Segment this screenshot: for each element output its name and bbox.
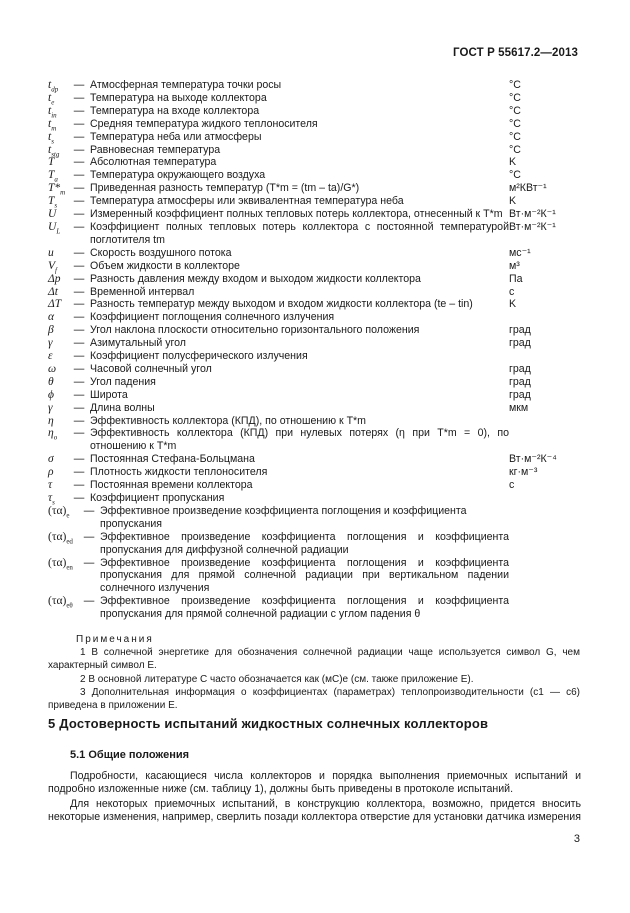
- paragraph: Для некоторых приемочных испытаний, в конструкцию коллектора, возможно, придется вносить некоторые изменения, например, сверлить позади коллектора отверстие для установки датчика измерения: [48, 798, 581, 824]
- symbol-description: Температура окружающего воздуха: [90, 169, 266, 182]
- symbol: Δp: [48, 272, 61, 285]
- symbol-row: [48, 363, 581, 376]
- symbol-row: [48, 427, 581, 453]
- symbol: $(\tau\alpha)_e$: [48, 504, 70, 520]
- symbol: $t_{in}$: [48, 104, 57, 120]
- dash-separator: —: [83, 504, 95, 517]
- symbol-description: Эффективное произведение коэффициента поглощения и коэффициента пропускания для прямой солнечной радиации с углом падения θ: [100, 595, 509, 621]
- symbol-unit: мкм: [509, 401, 529, 414]
- dash-separator: —: [73, 169, 85, 182]
- symbol-description: Температура неба или атмосферы: [90, 130, 262, 143]
- symbol-row: [48, 337, 581, 350]
- symbol-description: Угол наклона плоскости относительно горизонтального положения: [90, 324, 420, 337]
- symbol-description: Абсолютная температура: [90, 156, 217, 169]
- dash-separator: —: [73, 208, 85, 221]
- symbol: ε: [48, 350, 53, 363]
- symbol-description: Температура на входе коллектора: [90, 104, 260, 117]
- symbol-unit: °C: [509, 117, 521, 130]
- symbol-description: Угол падения: [90, 375, 156, 388]
- dash-separator: —: [73, 466, 85, 479]
- symbol: β: [48, 324, 54, 337]
- dash-separator: —: [73, 375, 85, 388]
- dash-separator: —: [73, 427, 85, 440]
- symbol-row: [48, 131, 581, 144]
- symbol-row: [48, 531, 581, 557]
- symbol: $T_a$: [48, 169, 58, 184]
- subsection-title: 5.1 Общие положения: [70, 749, 190, 761]
- symbol-row: [48, 453, 581, 466]
- dash-separator: —: [73, 79, 85, 91]
- symbol-row: [48, 79, 581, 92]
- symbol: $T_s$: [48, 195, 58, 210]
- dash-separator: —: [73, 324, 85, 337]
- dash-separator: —: [73, 104, 85, 117]
- dash-separator: —: [73, 220, 85, 233]
- symbol-description: Эффективное произведение коэффициента поглощения и коэффициента пропускания: [100, 504, 467, 530]
- symbol-row: [48, 595, 581, 621]
- symbol-description: Эффективное произведение коэффициента поглощения и коэффициента пропускания для прямой солнечной радиации при вертикальном падении солнечного излучения: [100, 556, 509, 595]
- dash-separator: —: [73, 311, 85, 324]
- dash-separator: —: [73, 453, 85, 466]
- symbol-row: [48, 144, 581, 157]
- note-item: 3 Дополнительная информация о коэффициентах (параметрах) теплопроизводительности (c1 — c6) приведена в приложении Е.: [48, 686, 580, 712]
- symbols-list: [48, 79, 581, 621]
- symbol-description: Измеренный коэффициент полных тепловых потерь коллектора, отнесенный к T*m: [90, 208, 503, 221]
- symbol: ϕ: [48, 388, 54, 401]
- symbol-row: [48, 118, 581, 131]
- note-item: 1 В солнечной энергетике для обозначения солнечной радиации чаще используется символ G, чем характерный символ E.: [48, 647, 580, 672]
- symbol-row: [48, 389, 581, 402]
- symbol-description: Коэффициент полусферического излучения: [90, 350, 308, 363]
- symbol-unit: °C: [509, 169, 521, 182]
- symbol-row: [48, 466, 581, 479]
- symbol: T: [48, 156, 55, 169]
- symbol-description: Коэффициент пропускания: [90, 492, 225, 504]
- symbol-description: Коэффициент поглощения солнечного излучения: [90, 311, 335, 324]
- dash-separator: —: [73, 259, 85, 272]
- symbol-row: [48, 415, 581, 428]
- symbol-unit: °C: [509, 143, 521, 156]
- dash-separator: —: [73, 401, 85, 414]
- symbol: θ: [48, 375, 54, 388]
- dash-separator: —: [73, 350, 85, 363]
- symbol-row: [48, 402, 581, 415]
- symbol-description: Равновесная температура: [90, 143, 221, 156]
- paragraph: Подробности, касающиеся числа коллекторов и порядка выполнения приемочных испытаний и подробно изложенные ниже (см. таблицу 1), должны быть приведены в протоколе испытаний.: [48, 770, 581, 796]
- symbol: ΔT: [48, 298, 62, 311]
- symbol: $t_{stg}$: [48, 143, 60, 158]
- page-number: 3: [573, 833, 580, 845]
- symbol-description: Атмосферная температура точки росы: [90, 79, 282, 91]
- dash-separator: —: [73, 337, 85, 350]
- dash-separator: —: [73, 414, 85, 427]
- symbol-row: [48, 156, 581, 169]
- symbol-description: Скорость воздушного потока: [90, 246, 232, 259]
- symbol: η: [48, 414, 54, 427]
- symbol-unit: с: [509, 285, 515, 298]
- symbol: $T*_m$: [48, 182, 66, 197]
- symbol-description: Температура на выходе коллектора: [90, 91, 267, 104]
- symbol-unit: кг·м⁻³: [509, 466, 538, 479]
- symbol-unit: м²КВт⁻¹: [509, 182, 547, 195]
- standard-header: ГОСТ Р 55617.2—2013: [453, 47, 578, 59]
- symbol-unit: град: [509, 337, 531, 350]
- symbol-row: [48, 492, 581, 505]
- symbol-description: Временной интервал: [90, 285, 195, 298]
- symbol-description: Длина волны: [90, 401, 155, 414]
- symbol-unit: °C: [509, 104, 521, 117]
- symbol-description: Коэффициент полных тепловых потерь коллектора с постоянной температурой поглотителя tm: [90, 220, 509, 246]
- dash-separator: —: [83, 556, 95, 569]
- symbol-row: [48, 260, 581, 273]
- symbol-row: [48, 324, 581, 337]
- dash-separator: —: [73, 285, 85, 298]
- symbol-description: Объем жидкости в коллекторе: [90, 259, 240, 272]
- symbol-row: [48, 221, 581, 247]
- symbol: $t_e$: [48, 91, 55, 107]
- dash-separator: —: [73, 195, 85, 208]
- symbol-description: Постоянная Стефана-Больцмана: [90, 453, 255, 466]
- dash-separator: —: [73, 479, 85, 492]
- symbol-unit: °C: [509, 79, 521, 91]
- dash-separator: —: [73, 117, 85, 130]
- symbol: σ: [48, 453, 54, 466]
- symbol-description: Разность температур между выходом и входом жидкости коллектора (te – tin): [90, 298, 473, 311]
- symbol-unit: °C: [509, 91, 521, 104]
- dash-separator: —: [73, 362, 85, 375]
- symbol: U: [48, 208, 57, 221]
- symbol-unit: Па: [509, 272, 523, 285]
- symbol-row: [48, 311, 581, 324]
- symbol-row: [48, 298, 581, 311]
- symbol-description: Эффективность коллектора (КПД), по отношению к T*m: [90, 414, 366, 427]
- symbol-unit: K: [509, 298, 517, 311]
- symbol-unit: Вт·м⁻²К⁻¹: [509, 208, 556, 221]
- symbol-unit: град: [509, 375, 531, 388]
- section-title: 5 Достоверность испытаний жидкостных солнечных коллекторов: [48, 716, 489, 731]
- symbol-unit: Вт·м⁻²К⁻⁴: [509, 453, 557, 466]
- symbol-row: [48, 376, 581, 389]
- symbol-description: Эффективное произведение коэффициента поглощения и коэффициента пропускания для диффузной солнечной радиации: [100, 530, 509, 556]
- symbol: γ: [48, 401, 53, 414]
- symbol-description: Приведенная разность температур (T*m = (tm – ta)/G*): [90, 182, 360, 195]
- symbol-row: [48, 92, 581, 105]
- symbol-row: [48, 557, 581, 596]
- dash-separator: —: [73, 91, 85, 104]
- symbol-row: [48, 169, 581, 182]
- note-item: 2 В основной литературе С часто обозначается как (мС)e (см. также приложение Е).: [80, 673, 474, 685]
- symbol: $(\tau\alpha)_{e\theta}$: [48, 595, 73, 610]
- symbol: $(\tau\alpha)_{en}$: [48, 556, 73, 571]
- symbol-unit: с: [509, 479, 515, 492]
- dash-separator: —: [73, 143, 85, 156]
- dash-separator: —: [73, 156, 85, 169]
- symbol-description: Температура атмосферы или эквивалентная температура неба: [90, 195, 404, 208]
- notes-title: Примечания: [76, 634, 154, 645]
- symbol-description: Широта: [90, 388, 128, 401]
- symbol: Δt: [48, 285, 58, 298]
- symbol-description: Часовой солнечный угол: [90, 362, 212, 375]
- symbol-description: Разность давления между входом и выходом жидкости коллектора: [90, 272, 421, 285]
- symbol-unit: °C: [509, 130, 521, 143]
- symbol-description: Постоянная времени коллектора: [90, 479, 253, 492]
- symbol: ω: [48, 362, 57, 375]
- symbol-unit: K: [509, 156, 517, 169]
- notes-block: [48, 633, 580, 712]
- symbol-description: Азимутальный угол: [90, 337, 186, 350]
- symbol-row: [48, 247, 581, 260]
- dash-separator: —: [73, 388, 85, 401]
- symbol: $U_L$: [48, 220, 61, 236]
- symbol-unit: град: [509, 388, 531, 401]
- symbol-row: [48, 182, 581, 195]
- dash-separator: —: [73, 130, 85, 143]
- symbol: $\tau_s$: [48, 492, 55, 507]
- symbol: ρ: [48, 466, 54, 479]
- symbol-unit: Вт·м⁻²К⁻¹: [509, 220, 556, 233]
- symbol: $t_s$: [48, 130, 54, 145]
- symbol: $t_{dp}$: [48, 79, 59, 94]
- symbol-row: [48, 273, 581, 286]
- symbol-unit: м³: [509, 259, 520, 272]
- symbol-row: [48, 350, 581, 363]
- symbol: u: [48, 246, 54, 259]
- symbol-unit: мс⁻¹: [509, 246, 531, 259]
- symbol-description: Средняя температура жидкого теплоносителя: [90, 117, 318, 130]
- symbol-unit: град: [509, 362, 531, 375]
- dash-separator: —: [73, 272, 85, 285]
- symbol-unit: K: [509, 195, 517, 208]
- symbol: $\eta_o$: [48, 427, 58, 442]
- symbol-row: [48, 195, 581, 208]
- dash-separator: —: [73, 182, 85, 195]
- symbol: γ: [48, 337, 53, 350]
- symbol-row: [48, 505, 581, 531]
- symbol-row: [48, 286, 581, 299]
- dash-separator: —: [73, 298, 85, 311]
- symbol: α: [48, 311, 55, 324]
- symbol: $V_f$: [48, 259, 57, 274]
- symbol: τ: [48, 479, 53, 492]
- dash-separator: —: [73, 492, 85, 504]
- symbol-unit: град: [509, 324, 531, 337]
- symbol-row: [48, 105, 581, 118]
- symbol: $(\tau\alpha)_{ed}$: [48, 530, 73, 546]
- symbol-row: [48, 479, 581, 492]
- dash-separator: —: [83, 595, 95, 608]
- symbol-description: Плотность жидкости теплоносителя: [90, 466, 268, 479]
- dash-separator: —: [73, 246, 85, 259]
- symbol-row: [48, 208, 581, 221]
- symbol: $t_m$: [48, 117, 57, 133]
- dash-separator: —: [83, 530, 95, 543]
- symbol-description: Эффективность коллектора (КПД) при нулевых потерях (η при T*m = 0), по отношению к T*m: [90, 427, 509, 453]
